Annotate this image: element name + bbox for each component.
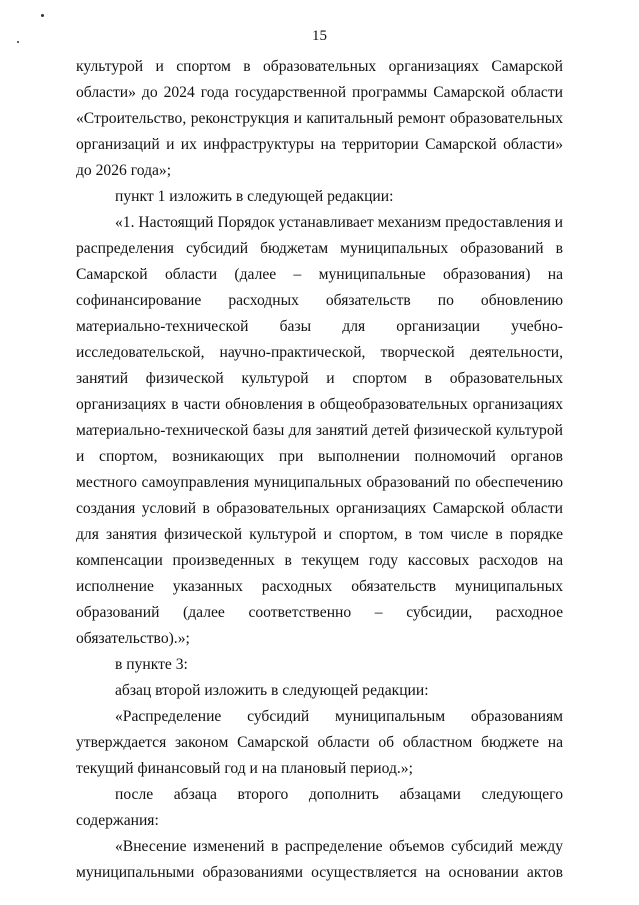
paragraph: пункт 1 изложить в следующей редакции:	[115, 188, 394, 205]
scan-speck	[41, 14, 44, 17]
paragraph: культурой и спортом в образовательных организациях Самарской области» до 2024 года государственной программы Самарской области «Строительство, реконструкция и капитальный ремонт образовательных организаций и их инфраструктуры на территории Самарской области» до 2026 года»;	[76, 58, 563, 179]
paragraph: в пункте 3:	[115, 656, 188, 673]
paragraph: «Внесение изменений в распределение объемов субсидий между муниципальными образованиями осуществляется на основании актов	[76, 838, 563, 881]
page-number: 15	[312, 28, 327, 44]
paragraph: абзац второй изложить в следующей редакции:	[115, 682, 429, 699]
paragraph: после абзаца второго дополнить абзацами следующего содержания:	[76, 786, 563, 829]
paragraph: «Распределение субсидий муниципальным образованиям утверждается законом Самарской области об областном бюджете на текущий финансовый год и на плановый период.»;	[76, 708, 563, 777]
paragraph: «1. Настоящий Порядок устанавливает механизм предоставления и распределения субсидий бюджетам муниципальных образований в Самарской области (далее – муниципальные образования) на софинансирование расходных обязательств по обновлению материально-технической базы для организации учебно-исследовательской, научно-практической, творческой деятельности, занятий физической культурой и спортом в образовательных организациях в части обновления в общеобразовательных организациях материально-технической базы для занятий детей физической культурой и спортом, возникающих при выполнении полномочий органов местного самоуправления муниципальных образований по обеспечению создания условий в образовательных организациях Самарской области для занятия физической культурой и спортом, в том числе в порядке компенсации произведенных в текущем году кассовых расходов на исполнение указанных расходных обязательств муниципальных образований (далее соответственно – субсидии, расходное обязательство).»;	[76, 214, 563, 647]
document-body	[76, 54, 563, 886]
